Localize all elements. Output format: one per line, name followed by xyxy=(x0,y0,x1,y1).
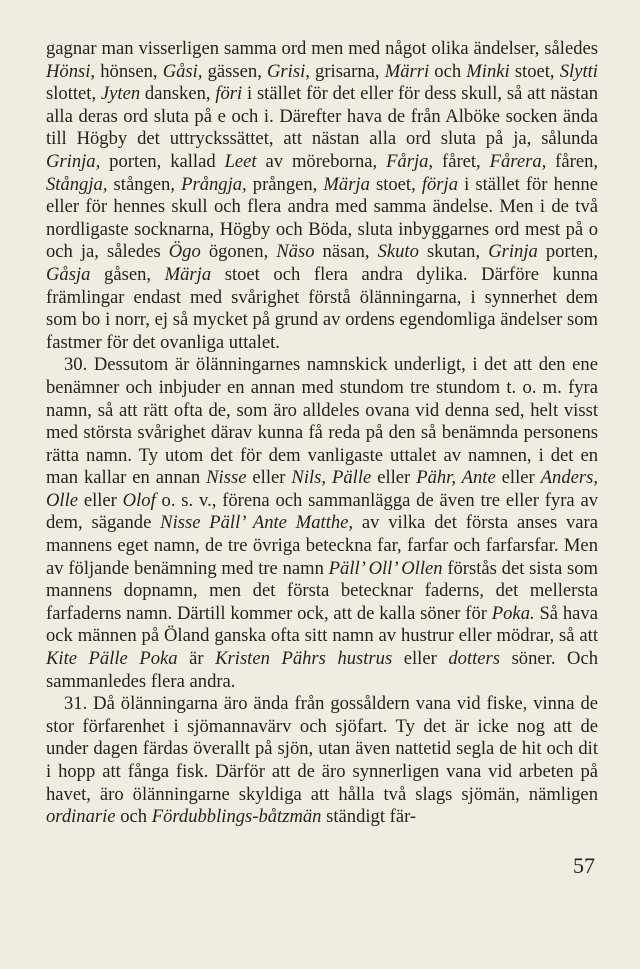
text-run: ständigt fär- xyxy=(321,806,417,828)
text-run: gagnar man visserligen samma ord men med något olika ändelser, således xyxy=(46,38,598,59)
paragraph-30 xyxy=(46,354,598,693)
italic-term: Gåsja xyxy=(46,263,91,285)
italic-term: Kite Pälle Poka xyxy=(46,648,178,670)
italic-term: Grisi, xyxy=(267,60,310,82)
text-run: i stället för det eller för dess skull, så att nästan alla deras ord sluta på e och i. Därefter hava de från Alböke socken ända till Högby det uttryckssättet, att nästan alla ord sluta på ja, sålunda xyxy=(46,83,599,150)
italic-term: Fårja, xyxy=(386,150,434,172)
italic-term: Skuto xyxy=(377,241,419,263)
text-run: eller xyxy=(495,467,541,489)
text-run: ögonen, xyxy=(200,241,277,263)
italic-term: Olof xyxy=(122,489,156,511)
italic-term: Fördubblings-båtzmän xyxy=(151,806,322,828)
text-run: porten, xyxy=(537,241,598,263)
text-run: dansken, xyxy=(140,83,216,105)
text-run: fåret, xyxy=(433,150,490,172)
text-run: grisarna, xyxy=(309,60,385,82)
italic-term: Ögo xyxy=(168,241,201,263)
text-run: 31. Då ölänningarna äro ända från gossåldern vana vid fiske, vinna de stor förfarenhet i sjömannavärv och sjöfart. Ty det är icke nog att de under dagen färdas överallt på sjön, utan även nattetid segla de hit och dit i hopp att fånga fisk. Därför att de äro synnerligen vana vid arbeten på havet, äro ölänningarne skyldiga att hålla två slags sjömän, nämligen xyxy=(46,693,598,805)
text-run: prången, xyxy=(246,173,324,195)
italic-term: Anders, Olle xyxy=(46,467,598,511)
text-run: stången, xyxy=(107,173,182,195)
text-run: söner. Och sammanledes flera andra. xyxy=(46,648,599,692)
text-run: eller xyxy=(371,467,417,489)
text-run: fåren, xyxy=(546,150,599,172)
italic-term: Prångja, xyxy=(181,173,247,195)
text-run: stoet och flera andra dylika. Därföre kunna främlingar endast med svårighet förstå ölänningarna, i synnerhet dem som bo i norr, ej så mycket på grund av ordens egendomliga ändelser som fastmer för det ovanliga uttalet. xyxy=(46,263,598,353)
text-run: Så hava ock männen på Öland ganska ofta sitt namn av hustrur eller mödrar, så att xyxy=(46,602,598,647)
italic-term: Märja xyxy=(323,173,370,195)
text-run: av möreborna, xyxy=(256,150,387,172)
italic-term: förja xyxy=(421,173,458,195)
text-run: hönsen, xyxy=(95,60,163,82)
italic-term: Fårera, xyxy=(489,150,547,172)
text-run: gässen, xyxy=(202,60,267,82)
text-run: eller xyxy=(246,467,292,489)
text-run: gåsen, xyxy=(90,263,165,285)
italic-term: Jyten xyxy=(100,83,141,105)
text-run: och xyxy=(429,60,467,82)
page-number: 57 xyxy=(573,853,595,878)
italic-term: Kristen Pährs hustrus xyxy=(215,648,393,670)
text-run: i stället för henne eller för hennes skull och flera andra med samma ändelse. Men i de två nordligaste socknarna, Högby och Böda, sluta inbyggarnes ord mest på o och ja, således xyxy=(46,173,598,263)
text-run: näsan, xyxy=(314,241,378,263)
text-run: o. s. v., förena och sammanlägga de även tre eller fyra av dem, sägande xyxy=(46,489,599,534)
italic-term: föri xyxy=(215,83,243,105)
text-run: förstås det sista som mannens dopnamn, men det första betecknar faderns, det mellersta farfaderns namn. Därtill kommer ock, att de kalla söner för xyxy=(46,557,598,624)
italic-term: Nisse Päll’ Ante Matthe, xyxy=(160,512,354,534)
italic-term: Leet xyxy=(224,150,257,172)
italic-term: Nisse xyxy=(206,467,247,489)
text-run: porten, kallad xyxy=(100,150,225,172)
text-run: 30. Dessutom är ölänningarnes namnskick underligt, i det att den ene benämner och inbjuder en annan med stundom tre stundom t. o. m. fyra namn, så att rätt ofta de, som äro alldeles ovana vid denna sed, helt visst med största svårighet därav kunna få reda på den så benämnda personens rätta namn. Ty utom det för dem vanligaste uttalet av namnen, i det en man kallar en annan xyxy=(46,354,598,489)
italic-term: Stångja, xyxy=(46,173,108,195)
italic-term: Päll’ Oll’ Ollen xyxy=(328,557,443,579)
italic-term: Grinja xyxy=(488,241,538,263)
italic-term: Poka. xyxy=(491,602,535,624)
paragraph-31 xyxy=(46,693,598,829)
italic-term: Slytti xyxy=(559,60,598,82)
text-run: stoet, xyxy=(369,173,422,195)
text-run: slottet, xyxy=(46,83,101,105)
text-run: stoet, xyxy=(509,60,560,82)
italic-term: Näso xyxy=(276,241,315,263)
text-run: eller xyxy=(78,489,123,511)
text-run: eller xyxy=(392,648,449,670)
text-run: och xyxy=(115,806,152,828)
text-run: av vilka det första anses vara mannens eget namn, de tre övriga beteckna far, farfar och farfarsfar. Men av följande benämning med tre namn xyxy=(46,512,598,579)
italic-term: Minki xyxy=(466,60,510,82)
italic-term: Gåsi, xyxy=(162,60,203,82)
italic-term: Pähr, Ante xyxy=(416,467,496,489)
text-run: är xyxy=(177,648,216,670)
italic-term: Hönsi, xyxy=(46,60,96,82)
body-text xyxy=(46,38,598,829)
italic-term: Nils, Pälle xyxy=(291,467,372,489)
italic-term: ordinarie xyxy=(46,806,116,828)
paragraph-continuation xyxy=(46,38,598,354)
text-run: skutan, xyxy=(418,241,489,263)
italic-term: Märri xyxy=(384,60,430,82)
italic-term: dotters xyxy=(448,648,501,670)
italic-term: Märja xyxy=(164,263,212,285)
italic-term: Grinja, xyxy=(46,150,101,172)
